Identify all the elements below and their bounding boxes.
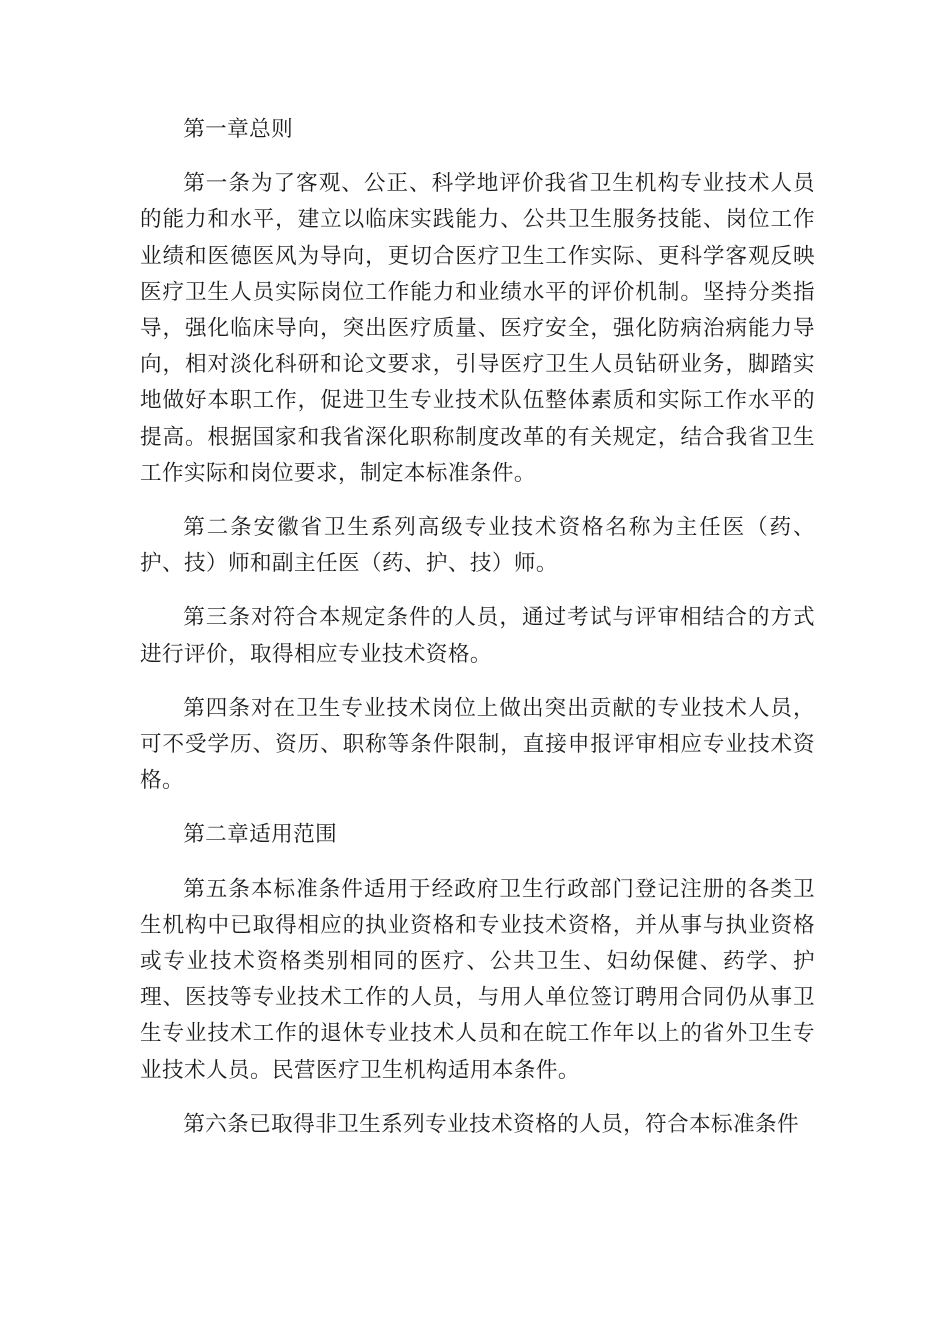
article-paragraph: 第六条已取得非卫生系列专业技术资格的人员，符合本标准条件 — [183, 1111, 800, 1137]
article-paragraph: 第三条对符合本规定条件的人员，通过考试与评审相结合的方式进行评价，取得相应专业技术资格。 — [140, 605, 815, 667]
document-body — [140, 112, 815, 1161]
article-paragraph: 第一条为了客观、公正、科学地评价我省卫生机构专业技术人员的能力和水平，建立以临床实践能力、公共卫生服务技能、岗位工作业绩和医德医风为导向，更切合医疗卫生工作实际、更科学客观反映医疗卫生人员实际岗位工作能力和业绩水平的评价机制。坚持分类指导，强化临床导向，突出医疗质量、医疗安全，强化防病治病能力导向，相对淡化科研和论文要求，引导医疗卫生人员钻研业务，脚踏实地做好本职工作，促进卫生专业技术队伍整体素质和实际工作水平的提高。根据国家和我省深化职称制度改革的有关规定，结合我省卫生工作实际和岗位要求，制定本标准条件。 — [140, 171, 815, 486]
chapter-heading: 第一章总则 — [183, 117, 294, 142]
article-paragraph: 第四条对在卫生专业技术岗位上做出突出贡献的专业技术人员，可不受学历、资历、职称等条件限制，直接申报评审相应专业技术资格。 — [140, 695, 815, 794]
article-paragraph: 第二条安徽省卫生系列高级专业技术资格名称为主任医（药、护、技）师和副主任医（药、护、技）师。 — [140, 515, 815, 577]
chapter-heading: 第二章适用范围 — [183, 822, 338, 848]
article-paragraph: 第五条本标准条件适用于经政府卫生行政部门登记注册的各类卫生机构中已取得相应的执业资格和专业技术资格，并从事与执业资格或专业技术资格类别相同的医疗、公共卫生、妇幼保健、药学、护理、医技等专业技术工作的人员，与用人单位签订聘用合同仍从事卫生专业技术工作的退休专业技术人员和在皖工作年以上的省外卫生专业技术人员。民营医疗卫生机构适用本条件。 — [140, 876, 815, 1083]
